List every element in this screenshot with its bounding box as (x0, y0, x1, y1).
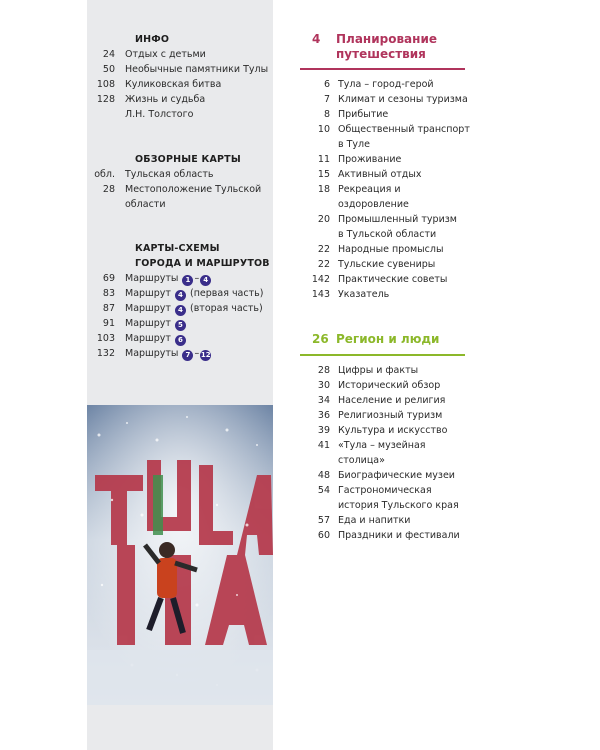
toc-entry (87, 197, 273, 212)
toc-page-number: 30 (317, 380, 330, 391)
toc-page-number: 142 (311, 274, 330, 285)
toc-entry-text: оздоровление (338, 199, 409, 210)
toc-page-number (300, 197, 338, 212)
chapter-1-rule (300, 68, 465, 70)
toc-page-number (300, 227, 338, 242)
toc-entry-text: Проживание (338, 154, 402, 165)
toc-page-number: 83 (102, 288, 115, 299)
toc-entry (300, 272, 470, 287)
overview-maps-title: ОБЗОРНЫЕ КАРТЫ (135, 154, 241, 165)
info-section (87, 32, 273, 122)
toc-page-number: 36 (317, 410, 330, 421)
toc-page-number: 34 (317, 395, 330, 406)
toc-entry (300, 197, 470, 212)
toc-entry (87, 47, 273, 62)
toc-page-number: 103 (96, 333, 115, 344)
toc-entry (300, 77, 470, 92)
toc-entry-text: Климат и сезоны туризма (338, 94, 468, 105)
toc-entry (300, 423, 470, 438)
chapter-2-heading (300, 332, 470, 347)
toc-page-number: 22 (317, 244, 330, 255)
toc-entry (300, 528, 470, 543)
toc-entry (300, 107, 470, 122)
toc-entry (300, 438, 470, 453)
toc-entry-text: Праздники и фестивали (338, 530, 460, 541)
toc-entry (87, 62, 273, 77)
route-number-badge: 4 (200, 275, 211, 286)
toc-entry-text: Народные промыслы (338, 244, 444, 255)
toc-entry-text: Жизнь и судьба (125, 94, 206, 105)
route-entry (87, 316, 273, 331)
toc-page-number: 7 (323, 94, 330, 105)
toc-entry-text: Промышленный туризм (338, 214, 457, 225)
toc-page-number: 54 (317, 485, 330, 496)
route-number-badge: 5 (175, 320, 186, 331)
route-entry (87, 301, 273, 316)
chapter-2-number: 26 (312, 332, 329, 346)
toc-entry (300, 483, 470, 498)
route-label: Маршруты (125, 348, 179, 359)
toc-page-number (300, 453, 338, 468)
toc-entry-text: «Тула – музейная (338, 440, 426, 451)
route-number-badge: 12 (200, 351, 211, 359)
toc-page-number: 91 (102, 318, 115, 329)
toc-page-number: 8 (323, 109, 330, 120)
route-part-note: (первая часть) (190, 288, 264, 299)
toc-entry (87, 167, 273, 182)
toc-entry (300, 468, 470, 483)
route-entry (87, 346, 273, 361)
toc-entry (300, 167, 470, 182)
toc-entry (87, 77, 273, 92)
toc-page-number: 50 (102, 64, 115, 75)
toc-entry (300, 152, 470, 167)
chapter-1-number: 4 (312, 32, 321, 46)
toc-page-number: 108 (96, 79, 115, 90)
tula-winter-photo (87, 405, 273, 705)
route-range-dash: – (194, 273, 200, 284)
toc-page-number: 69 (102, 273, 115, 284)
toc-entry (300, 498, 470, 513)
chapter-1-title-line2: путешествия (336, 47, 426, 61)
route-number-badge: 7 (182, 350, 193, 361)
toc-entry-text: Население и религия (338, 395, 446, 406)
toc-entry-text: Указатель (338, 289, 390, 300)
toc-page-number: 10 (317, 124, 330, 135)
toc-entry-text: Л.Н. Толстого (125, 109, 194, 120)
route-part-note: (вторая часть) (190, 303, 263, 314)
toc-page-number (87, 107, 125, 122)
route-range-dash: – (194, 348, 200, 359)
city-maps-title-line2: ГОРОДА И МАРШРУТОВ (135, 258, 270, 269)
toc-page-number: 132 (96, 348, 115, 359)
toc-entry-text: Тульские сувениры (338, 259, 436, 270)
toc-page-number: 18 (317, 184, 330, 195)
toc-entry (300, 92, 470, 107)
toc-entry (300, 137, 470, 152)
toc-entry-text: Тула – город-герой (338, 79, 434, 90)
toc-page-number: 57 (317, 515, 330, 526)
overview-maps-section (87, 152, 273, 212)
toc-page-number: 28 (102, 184, 115, 195)
route-entry (87, 286, 273, 301)
toc-entry-text: Еда и напитки (338, 515, 411, 526)
toc-entry (300, 242, 470, 257)
toc-entry-text: Рекреация и (338, 184, 401, 195)
toc-entry (300, 453, 470, 468)
route-label: Маршрут (125, 333, 171, 344)
toc-entry (300, 182, 470, 197)
route-entry (87, 271, 273, 286)
toc-entry-text: Гастрономическая (338, 485, 432, 496)
toc-entry-text: Активный отдых (338, 169, 422, 180)
route-number-badge: 6 (175, 335, 186, 346)
toc-page-number: 143 (311, 289, 330, 300)
toc-entry-text: Прибытие (338, 109, 389, 120)
toc-entry-text: столица» (338, 455, 385, 466)
route-number-badge: 1 (182, 275, 193, 286)
info-list (87, 47, 273, 122)
city-maps-section (87, 241, 273, 361)
toc-page-number (300, 137, 338, 152)
toc-page-number: 15 (317, 169, 330, 180)
toc-page-number (300, 498, 338, 513)
toc-entry (300, 287, 470, 302)
toc-page-number (87, 197, 125, 212)
toc-entry (300, 393, 470, 408)
toc-page-number: 128 (96, 94, 115, 105)
toc-page-number: обл. (94, 169, 115, 180)
chapter-1-list (300, 77, 470, 302)
toc-entry-text: области (125, 199, 166, 210)
toc-entry-text: Биографические музеи (338, 470, 455, 481)
toc-entry (300, 378, 470, 393)
toc-page-number: 39 (317, 425, 330, 436)
toc-entry-text: Религиозный туризм (338, 410, 443, 421)
route-label: Маршруты (125, 273, 179, 284)
route-entry (87, 331, 273, 346)
toc-entry-text: Исторический обзор (338, 380, 441, 391)
chapter-1-heading (300, 32, 470, 62)
toc-entry (300, 363, 470, 378)
toc-entry-text: Отдых с детьми (125, 49, 206, 60)
chapter-2-list (300, 363, 470, 543)
toc-page-number: 6 (323, 79, 330, 90)
toc-entry-text: Цифры и факты (338, 365, 419, 376)
toc-entry-text: Культура и искусство (338, 425, 448, 436)
toc-entry-text: Куликовская битва (125, 79, 222, 90)
toc-entry-text: в Тульской области (338, 229, 437, 240)
winter-photo-illustration (87, 405, 273, 705)
route-label: Маршрут (125, 318, 171, 329)
toc-entry (300, 227, 470, 242)
toc-entry-text: Общественный транспорт (338, 124, 470, 135)
toc-entry (300, 408, 470, 423)
routes-list (87, 271, 273, 361)
overview-maps-list (87, 167, 273, 212)
toc-entry-text: история Тульского края (338, 500, 459, 511)
toc-entry-text: Тульская область (125, 169, 214, 180)
route-number-badge: 4 (175, 305, 186, 316)
chapter-2-rule (300, 354, 465, 356)
toc-entry (87, 182, 273, 197)
toc-entry (300, 212, 470, 227)
toc-page-number: 48 (317, 470, 330, 481)
toc-entry-text: Практические советы (338, 274, 448, 285)
toc-entry (87, 107, 273, 122)
chapter-2-title: Регион и люди (336, 332, 440, 346)
route-number-badge: 4 (175, 290, 186, 301)
toc-page-number: 22 (317, 259, 330, 270)
info-title: ИНФО (135, 34, 170, 45)
route-label: Маршрут (125, 288, 171, 299)
chapter-1-title-line1: Планирование (336, 32, 437, 46)
toc-page-number: 41 (317, 440, 330, 451)
toc-page-number: 11 (317, 154, 330, 165)
toc-entry (300, 513, 470, 528)
toc-page-number: 24 (102, 49, 115, 60)
toc-entry-text: Местоположение Тульской (125, 184, 262, 195)
toc-page-number: 20 (317, 214, 330, 225)
toc-page-number: 28 (317, 365, 330, 376)
toc-page-number: 87 (102, 303, 115, 314)
route-label: Маршрут (125, 303, 171, 314)
toc-entry (87, 92, 273, 107)
toc-entry (300, 257, 470, 272)
toc-entry (300, 122, 470, 137)
toc-entry-text: Необычные памятники Тулы (125, 64, 269, 75)
toc-entry-text: в Туле (338, 139, 370, 150)
city-maps-title-line1: КАРТЫ-СХЕМЫ (135, 243, 220, 254)
toc-page-number: 60 (317, 530, 330, 541)
